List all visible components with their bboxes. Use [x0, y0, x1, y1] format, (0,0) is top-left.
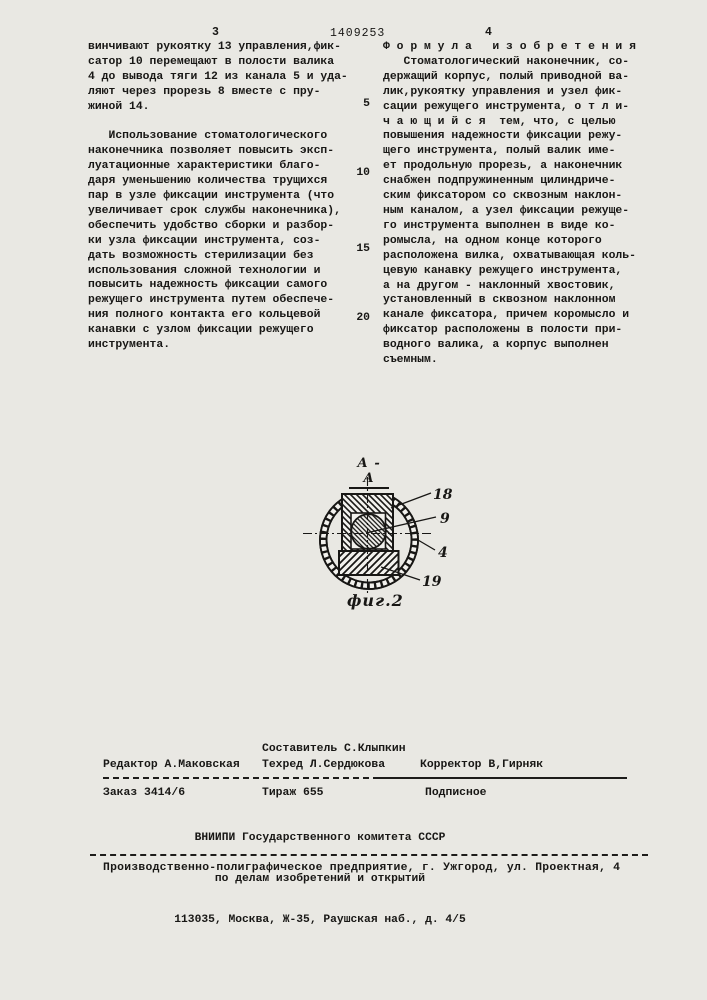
text-line: ным каналом, а узел фиксации режуще-: [383, 204, 630, 217]
footer-organization-block: [90, 805, 550, 955]
text-line: повышения надежности фиксации режу-: [383, 130, 623, 143]
footer-techred: Техред Л.Сердюкова: [262, 759, 386, 771]
line-marker-10: 10: [356, 167, 370, 179]
line-marker-20: 20: [356, 312, 370, 324]
text-line: а на другом - наклонный хвостовик,: [383, 279, 616, 292]
text-line: ки узла фиксации инструмента, соз-: [88, 234, 321, 247]
text-line: держащий корпус, полый приводной ва-: [383, 70, 630, 83]
text-line: ния полного контакта его кольцевой: [88, 309, 321, 322]
text-line: использования сложной технологии и: [88, 264, 321, 277]
line-marker-5: 5: [363, 98, 370, 110]
text-line: Стоматологический наконечник, со-: [383, 55, 630, 68]
text-line: ромысла, на одном конце которого: [383, 234, 602, 247]
figure-label-19: 19: [422, 574, 442, 590]
footer-corrector: Корректор В,Гирняк: [420, 759, 544, 771]
text-line: щего инструмента, полый валик име-: [383, 145, 616, 158]
text-line: канале фиксатора, причем коромысло и: [383, 309, 630, 322]
text-line: жиной 14.: [88, 100, 150, 113]
footer-order-number: Заказ 3414/6: [103, 787, 186, 799]
left-text-column: [88, 40, 348, 353]
right-column-page-number: 4: [485, 26, 492, 39]
text-line: сации режущего инструмента, о т л и-: [383, 100, 630, 113]
figure-section-label: А - А: [349, 456, 389, 489]
text-line: ч а ю щ и й с я тем, что, с целью: [383, 115, 616, 128]
text-line: пар в узле фиксации инструмента (что: [88, 190, 335, 203]
text-line: луатационные характеристики благо-: [88, 160, 321, 173]
line-marker-15: 15: [356, 243, 370, 255]
text-line: установленный в сквозном наклонном: [383, 294, 616, 307]
text-line: ляют через прорезь 8 вместе с пру-: [88, 85, 321, 98]
footer-org-line1: ВНИИПИ Государственного комитета СССР: [194, 832, 446, 845]
text-line: ет продольную прорезь, а наконечник: [383, 160, 623, 173]
text-line: лик,рукоятку управления и узел фик-: [383, 85, 623, 98]
footer-print-run: Тираж 655: [262, 787, 324, 799]
text-line: наконечника позволяет повысить эксп-: [88, 145, 335, 158]
right-text-column: [383, 40, 636, 368]
footer-org-line3: 113035, Москва, Ж-35, Раушская наб., д. 4/5: [174, 913, 466, 926]
text-line: инструмента.: [88, 339, 171, 352]
text-line: повысить надежность фиксации самого: [88, 279, 328, 292]
text-line: канавки с узлом фиксации режущего: [88, 324, 314, 337]
footer-editor: Редактор А.Маковская: [103, 759, 240, 771]
footer-printer-line: Производственно-полиграфическое предприятие, г. Ужгород, ул. Проектная, 4: [103, 862, 621, 874]
text-line: расположена вилка, охватывающая коль-: [383, 249, 636, 262]
text-line: [88, 115, 348, 130]
footer-org-line2: по делам изобретений и открытий: [214, 872, 426, 885]
figure-lower-block: [339, 551, 399, 575]
text-line: фиксатор расположены в полости при-: [383, 324, 623, 337]
figure-label-18: 18: [433, 487, 453, 503]
text-line: го инструмента выполнен в виде ко-: [383, 219, 616, 232]
text-line: 4 до вывода тяги 12 из канала 5 и уда-: [88, 70, 348, 83]
text-line: снабжен подпружиненным цилиндриче-: [383, 175, 616, 188]
text-line: съемным.: [383, 354, 438, 367]
text-line: обеспечить удобство сборки и разбор-: [88, 219, 335, 232]
text-line: режущего инструмента путем обеспече-: [88, 294, 335, 307]
text-line: Использование стоматологического: [88, 130, 328, 143]
text-line: ским фиксатором со сквозным наклон-: [383, 190, 623, 203]
text-line: дать возможность стерилизации без: [88, 249, 314, 262]
figure-caption: фиг.2: [347, 591, 404, 610]
footer-separator-solid-right: [379, 777, 627, 779]
text-line: даря уменьшению количества трущихся: [88, 175, 328, 188]
left-column-page-number: 3: [212, 26, 219, 39]
text-line: сатор 10 перемещают в полости валика: [88, 55, 335, 68]
figure-tool-shank-circle: [351, 514, 386, 549]
document-number: 1409253: [330, 27, 386, 40]
text-line: водного валика, а корпус выполнен: [383, 339, 609, 352]
text-line: винчивают рукоятку 13 управления,фик-: [88, 41, 341, 53]
figure-label-4: 4: [438, 545, 448, 561]
footer-separator-dashed-left: [103, 777, 379, 779]
footer-compiler: Составитель С.Клыпкин: [262, 743, 406, 755]
text-line: Ф о р м у л а и з о б р е т е н и я: [383, 41, 636, 53]
footer-subscription: Подписное: [425, 787, 487, 799]
footer-separator-dashed-bottom: [90, 854, 648, 856]
figure-label-9: 9: [440, 511, 450, 527]
text-line: увеличивает срок службы наконечника),: [88, 204, 341, 217]
text-line: цевую канавку режущего инструмента,: [383, 264, 623, 277]
